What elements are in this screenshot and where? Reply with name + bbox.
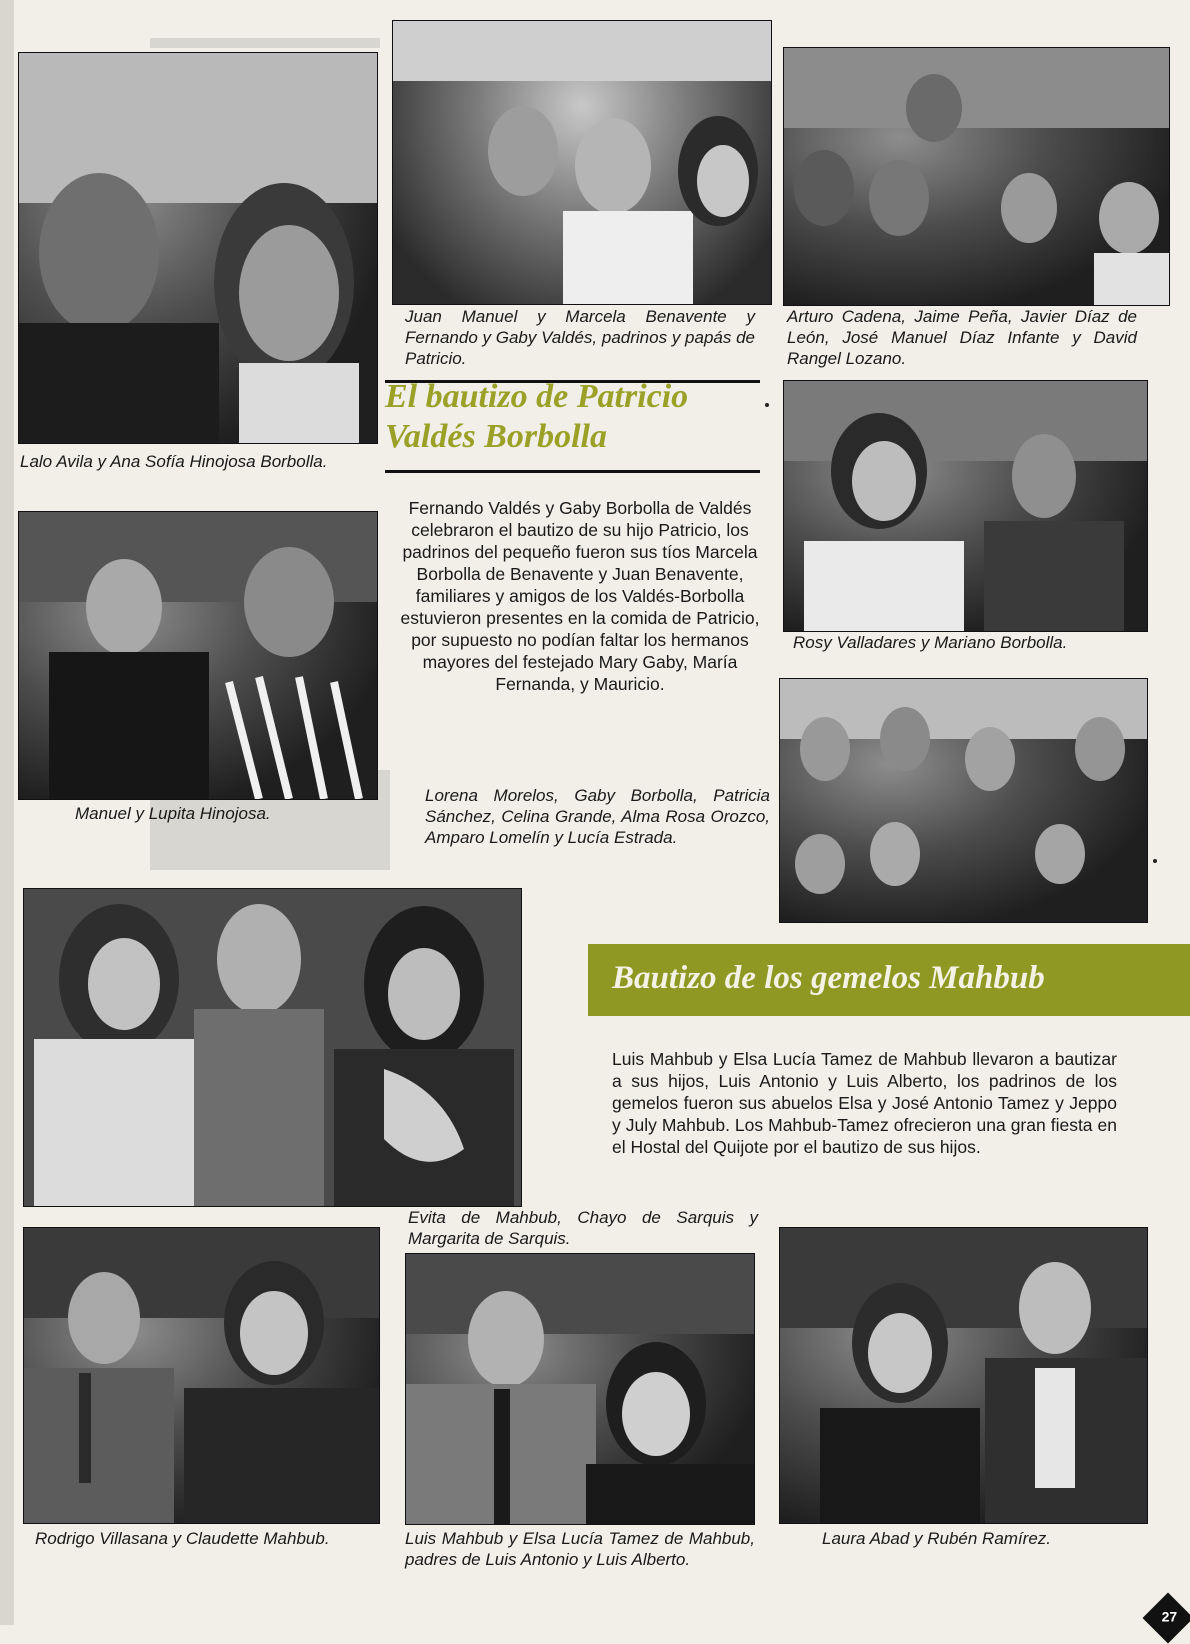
photo-laura-ruben-figures bbox=[780, 1228, 1147, 1523]
photo-rodrigo-claudette bbox=[23, 1227, 380, 1524]
article2-title: Bautizo de los gemelos Mahbub bbox=[612, 960, 1045, 996]
caption-lorena: Lorena Morelos, Gaby Borbolla, Patricia Sánchez, Celina Grande, Alma Rosa Orozco, Amparo Lomelín y Lucía Estrada. bbox=[425, 786, 770, 847]
photo-manuel-lupita bbox=[18, 511, 378, 800]
title-rule-bottom bbox=[385, 470, 760, 473]
photo-luis-elsa-figures bbox=[406, 1254, 754, 1524]
photo-lorena-group bbox=[779, 678, 1148, 923]
caption-arturo-group: Arturo Cadena, Jaime Peña, Javier Díaz de León, José Manuel Díaz Infante y David Rangel Lozano. bbox=[787, 307, 1137, 368]
article2-body: Luis Mahbub y Elsa Lucía Tamez de Mahbub llevaron a bautizar a sus hijos, Luis Antonio y Luis Alberto, los padrinos de los gemelos fueron sus abuelos Elsa y José Antonio Tamez y Jeppo y July Mahbub. Los Mahbub-Tamez ofrecieron una gran fiesta en el Hostal del Quijote por el bautizo de sus hijos. bbox=[612, 1049, 1117, 1157]
photo-rodrigo-claudette-figures bbox=[24, 1228, 379, 1523]
backing-panel-top-left bbox=[150, 38, 380, 48]
photo-laura-ruben bbox=[779, 1227, 1148, 1524]
caption-evita-chayo-margarita: Evita de Mahbub, Chayo de Sarquis y Margarita de Sarquis. bbox=[408, 1208, 758, 1248]
photo-arturo-group-figures bbox=[784, 48, 1169, 305]
printer-mark-dot bbox=[1153, 859, 1157, 863]
photo-rosy-mariano-figures bbox=[784, 381, 1147, 631]
photo-evita-chayo-margarita bbox=[23, 888, 522, 1207]
printer-mark-dot bbox=[765, 403, 769, 407]
photo-juan-manuel-marcela-figures bbox=[393, 21, 771, 304]
photo-rosy-mariano bbox=[783, 380, 1148, 632]
page-number-badge bbox=[1143, 1593, 1190, 1644]
page-edge bbox=[0, 0, 14, 1625]
photo-luis-elsa bbox=[405, 1253, 755, 1525]
photo-arturo-group bbox=[783, 47, 1170, 306]
photo-evita-chayo-margarita-figures bbox=[24, 889, 521, 1206]
caption-lalo-ana: Lalo Avila y Ana Sofía Hinojosa Borbolla. bbox=[20, 452, 328, 471]
page-number: 27 bbox=[1161, 1608, 1178, 1625]
caption-luis-elsa: Luis Mahbub y Elsa Lucía Tamez de Mahbub, padres de Luis Antonio y Luis Alberto. bbox=[405, 1529, 755, 1569]
photo-manuel-lupita-figures bbox=[19, 512, 377, 799]
article1-body: Fernando Valdés y Gaby Borbolla de Valdés celebraron el bautizo de su hijo Patricio, los padrinos del pequeño fueron sus tíos Marcela Borbolla de Benavente y Juan Benavente, familiares y amigos de los Valdés-Borbolla estuvieron presentes en la comida de Patricio, por supuesto no podían faltar los hermanos mayores del festejado Mary Gaby, María Fernanda, y Mauricio. bbox=[400, 498, 760, 694]
caption-rosy-mariano: Rosy Valladares y Mariano Borbolla. bbox=[793, 633, 1068, 652]
caption-rodrigo-claudette: Rodrigo Villasana y Claudette Mahbub. bbox=[35, 1529, 330, 1548]
caption-manuel-lupita: Manuel y Lupita Hinojosa. bbox=[75, 804, 271, 823]
photo-lalo-ana-figures bbox=[19, 53, 377, 443]
photo-juan-manuel-marcela bbox=[392, 20, 772, 305]
caption-juan-manuel-marcela: Juan Manuel y Marcela Benavente y Fernando y Gaby Valdés, padrinos y papás de Patricio. bbox=[405, 307, 755, 368]
caption-laura-ruben: Laura Abad y Rubén Ramírez. bbox=[822, 1529, 1051, 1548]
photo-lorena-group-figures bbox=[780, 679, 1147, 922]
article1-title: El bautizo de Patricio Valdés Borbolla bbox=[385, 378, 689, 455]
photo-lalo-ana bbox=[18, 52, 378, 444]
